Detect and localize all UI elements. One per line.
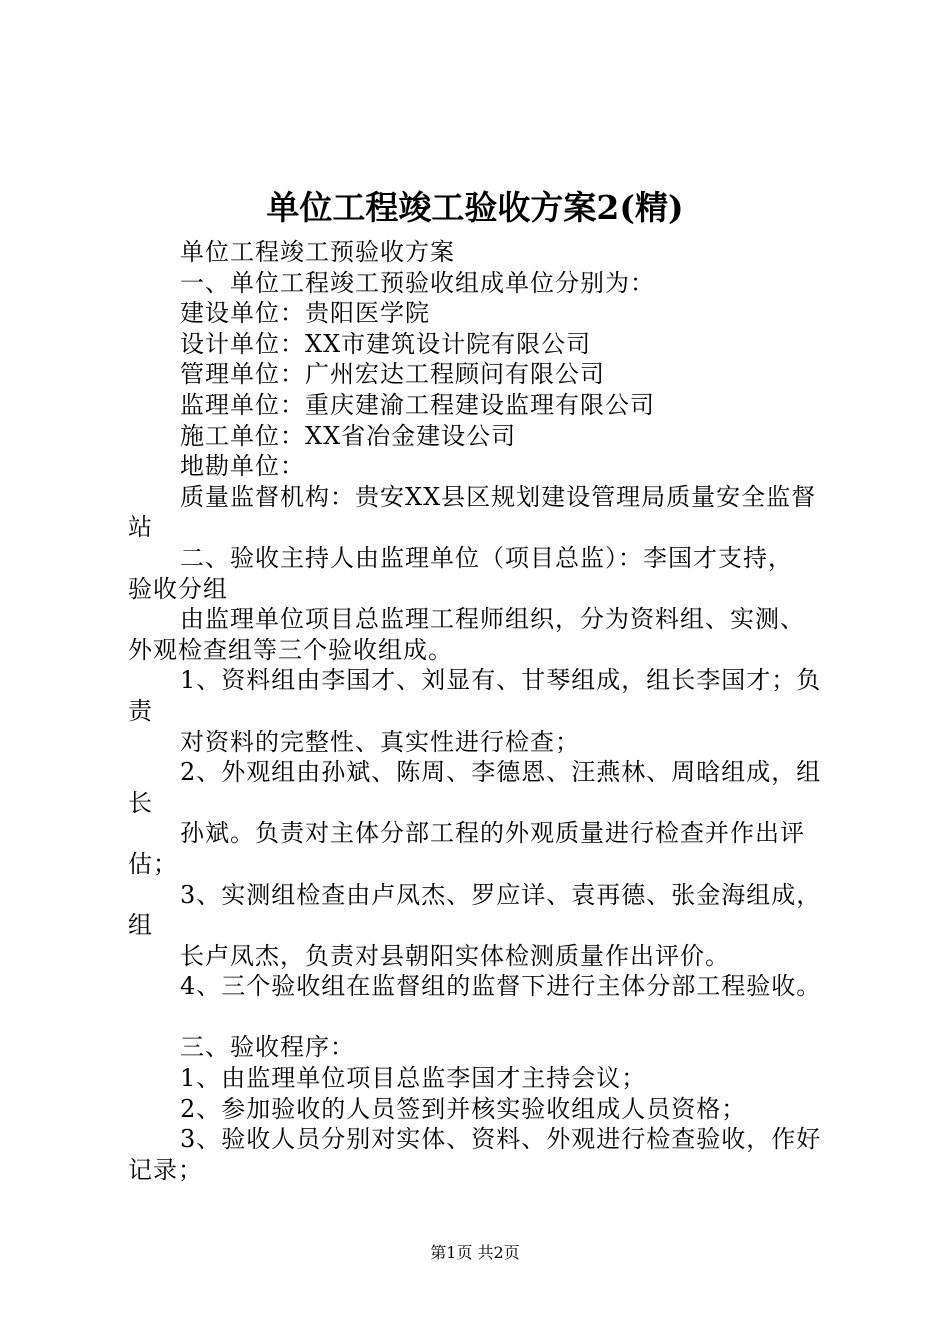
text-line: 建设单位：贵阳医学院 xyxy=(180,299,430,327)
text-line: 2、参加验收的人员签到并核实验收组成人员资格； xyxy=(180,1095,747,1123)
text-line: 单位工程竣工预验收方案 xyxy=(180,238,455,266)
text-line: 记录； xyxy=(128,1156,203,1184)
text-line: 一、单位工程竣工预验收组成单位分别为： xyxy=(180,269,655,297)
text-line: 施工单位：XX省冶金建设公司 xyxy=(180,422,517,450)
text-line: 外观检查组等三个验收组成。 xyxy=(128,636,453,664)
text-line: 管理单位：广州宏达工程顾问有限公司 xyxy=(180,360,605,388)
page-footer: 第1页 共2页 xyxy=(430,1243,520,1262)
text-line: 监理单位：重庆建渝工程建设监理有限公司 xyxy=(180,391,655,419)
text-line: 长卢凤杰，负责对县朝阳实体检测质量作出评价。 xyxy=(180,942,730,970)
text-line: 2、外观组由孙斌、陈周、李德恩、汪燕林、周晗组成，组 xyxy=(180,758,822,786)
text-line: 责 xyxy=(128,697,153,725)
text-line: 三、验收程序： xyxy=(180,1033,355,1061)
text-line: 长 xyxy=(128,789,153,817)
text-line: 估； xyxy=(128,850,178,878)
text-line: 3、实测组检查由卢凤杰、罗应详、袁再德、张金海组成， xyxy=(180,881,822,909)
text-line: 设计单位：XX市建筑设计院有限公司 xyxy=(180,330,592,358)
text-line: 质量监督机构：贵安XX县区规划建设管理局质量安全监督 xyxy=(180,483,817,511)
text-line: 验收分组 xyxy=(128,575,228,603)
text-line: 1、资料组由李国才、刘显有、甘琴组成，组长李国才；负 xyxy=(180,666,822,694)
text-line: 站 xyxy=(128,513,153,541)
text-line: 4、三个验收组在监督组的监督下进行主体分部工程验收。 xyxy=(180,972,822,1000)
document-title: 单位工程竣工验收方案2(精) xyxy=(266,188,684,227)
text-line: 孙斌。负责对主体分部工程的外观质量进行检查并作出评 xyxy=(180,819,805,847)
text-line: 1、由监理单位项目总监李国才主持会议； xyxy=(180,1064,647,1092)
text-line: 对资料的完整性、真实性进行检查； xyxy=(180,728,580,756)
text-line: 组 xyxy=(128,911,153,939)
text-line: 3、验收人员分别对实体、资料、外观进行检查验收，作好 xyxy=(180,1125,822,1153)
text-line: 由监理单位项目总监理工程师组织，分为资料组、实测、 xyxy=(180,605,805,633)
text-line: 地勘单位： xyxy=(180,452,305,480)
text-line: 二、验收主持人由监理单位（项目总监）：李国才支持， xyxy=(180,544,793,572)
